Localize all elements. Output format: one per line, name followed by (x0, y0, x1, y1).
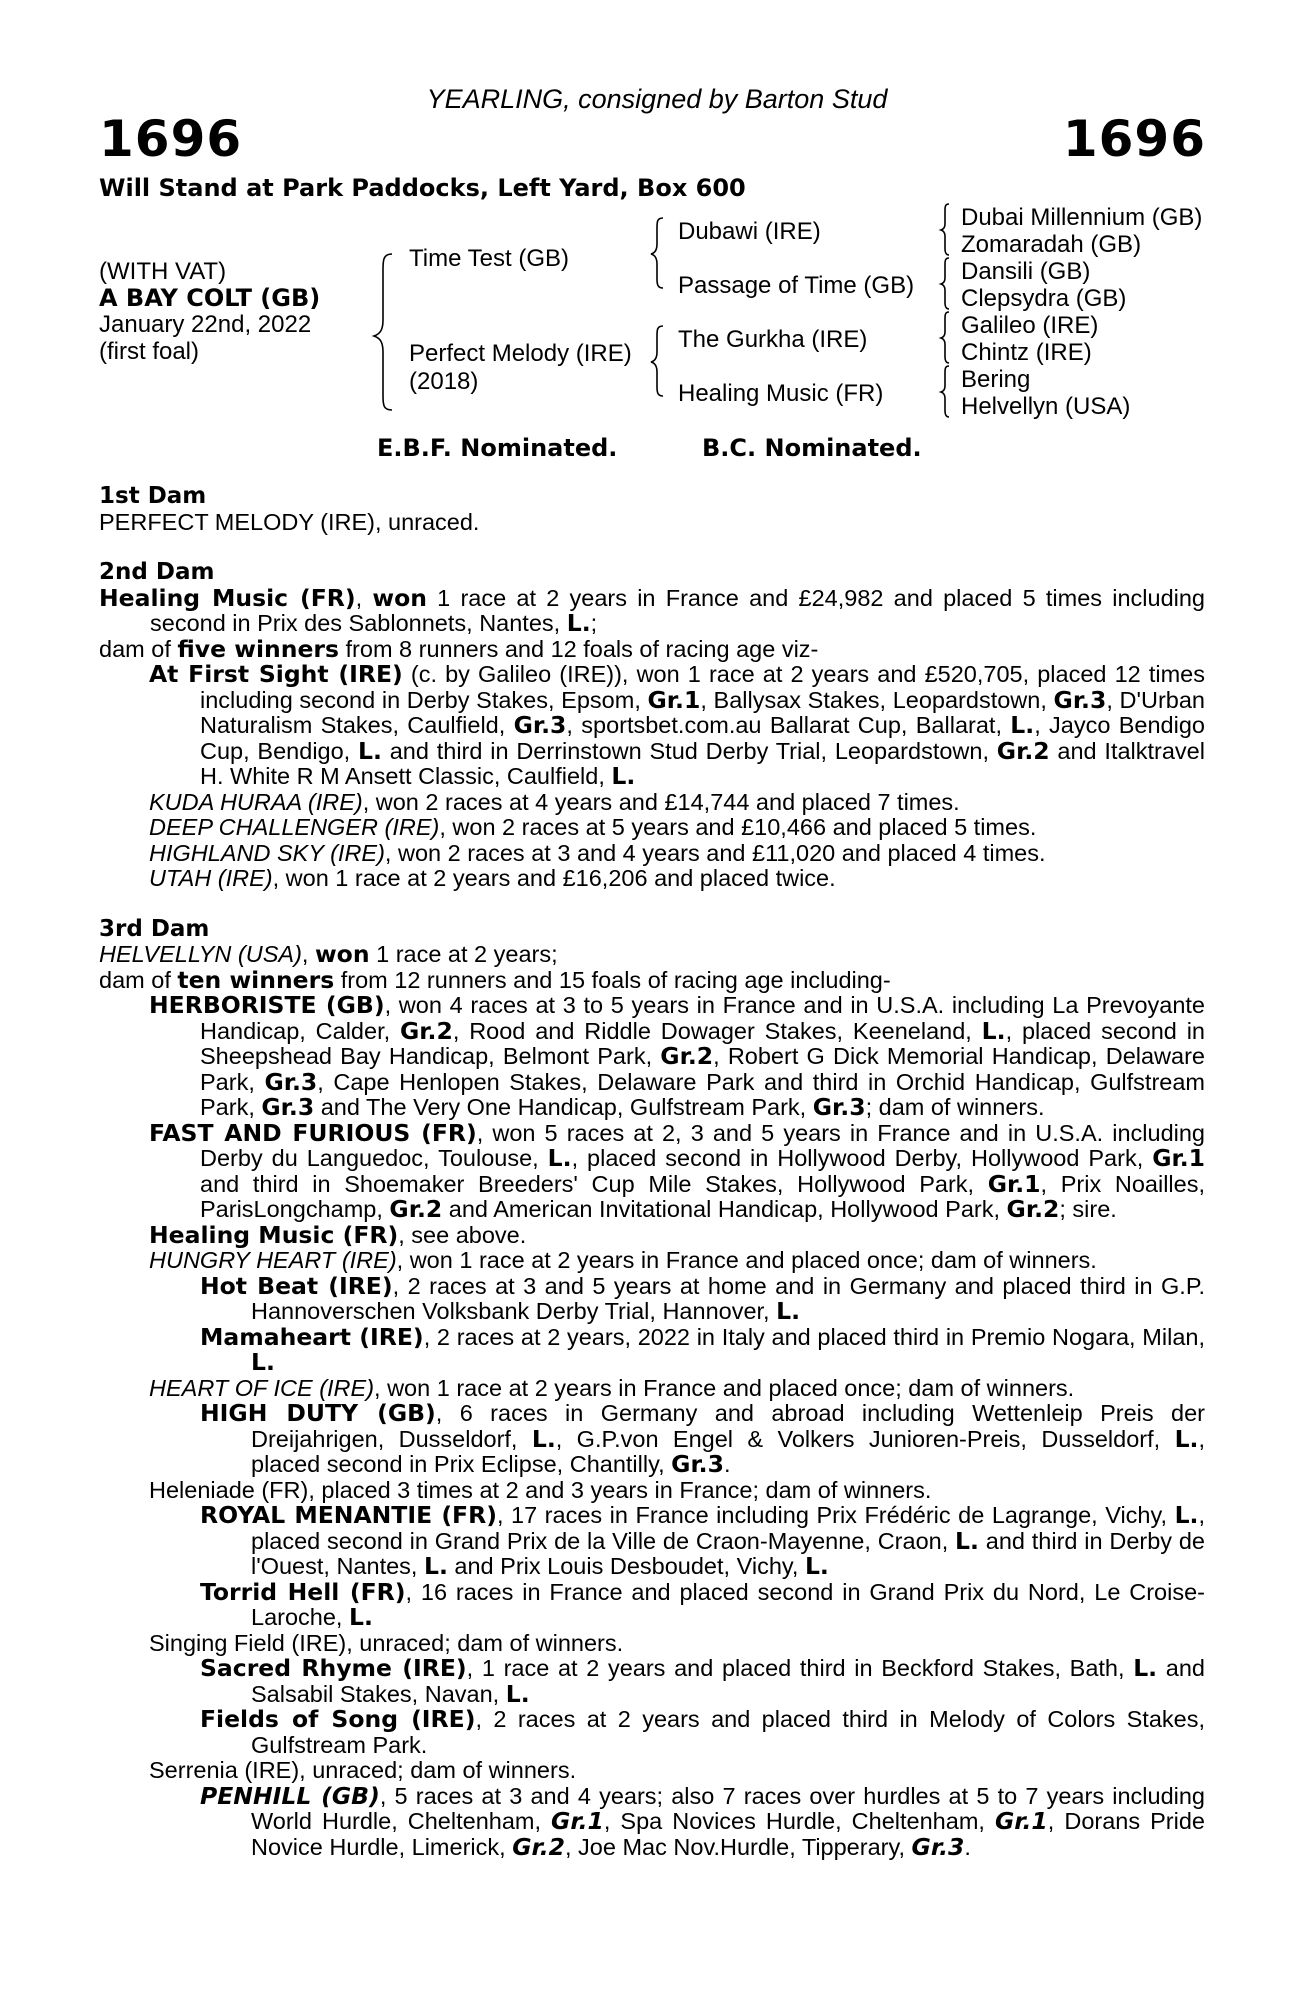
produce-royal-menantie: ROYAL MENANTIE (FR), 17 races in France including Prix Frédéric de Lagrange, Vichy, L., placed second in Grand Prix de la Ville de Craon-Mayenne, Craon, L. and third in Derby de l'Ouest, Nantes, L. and Prix Louis Desboudet, Vichy, L. (200, 1501, 1205, 1580)
sire-bracket (651, 218, 663, 288)
produce-heart-of-ice: HEART OF ICE (IRE), won 1 race at 2 years in France and placed once; dam of winners. (149, 1374, 1075, 1401)
ped-ddd: Helvellyn (USA) (961, 393, 1131, 420)
produce-hot-beat: Hot Beat (IRE), 2 races at 3 and 5 years at home and in Germany and placed third in G.P. Hannoverschen Volksbank Derby Trial, Hannover, L. (200, 1271, 1205, 1325)
produce-at-first-sight: At First Sight (IRE) (c. by Galileo (IRE)), won 1 race at 2 years and £520,705, placed 12 times including second in Derby Stakes, Epsom, Gr.1, Ballysax Stakes, Leopardstown, Gr.3, D'Urban Naturalism Stakes, Caulfield, Gr.3, sportsbet.com.au Ballarat Cup, Ballarat, L., Jayco Bendigo Cup, Bendigo, L. and third in Derrinstown Stud Derby Trial, Leopardstown, Gr.2 and Italktravel H. White R M Ansett Classic, Caulfield, L. (149, 660, 1205, 790)
ped-dds: Bering (961, 366, 1031, 393)
ped-sss: Dubai Millennium (GB) (961, 204, 1203, 231)
produce-fields-of-song: Fields of Song (IRE), 2 races at 2 years and placed third in Melody of Colors Stakes, Gulfstream Park. (200, 1705, 1205, 1758)
produce-serrenia: Serrenia (IRE), unraced; dam of winners. (149, 1757, 577, 1783)
produce-utah: UTAH (IRE), won 1 race at 2 years and £16,206 and placed twice. (149, 865, 836, 891)
produce-mamaheart: Mamaheart (IRE), 2 races at 2 years, 2022 in Italy and placed third in Premio Nogara, Milan, L. (200, 1322, 1205, 1376)
lot-number-right: 1696 (1062, 110, 1206, 168)
produce-penhill: PENHILL (GB), 5 races at 3 and 4 years; also 7 races over hurdles at 5 to 7 years including World Hurdle, Cheltenham, Gr.1, Spa Novices Hurdle, Cheltenham, Gr.1, Dorans Pride Novice Hurdle, Limerick, Gr.2, Joe Mac Nov.Hurdle, Tipperary, Gr.3. (200, 1781, 1206, 1861)
vat-note: (WITH VAT) (99, 258, 227, 285)
stand-location: Will Stand at Park Paddocks, Left Yard, Box 600 (99, 174, 746, 202)
bracket-dd (941, 366, 949, 417)
dam-sire: The Gurkha (IRE) (678, 326, 868, 353)
produce-deep-challenger: DEEP CHALLENGER (IRE), won 2 races at 5 years and £10,466 and placed 5 times. (149, 814, 1037, 840)
second-dam-produce-summary: dam of five winners from 8 runners and 12 foals of racing age viz- (99, 634, 819, 663)
lot-number-left: 1696 (99, 110, 243, 168)
bracket-sd (941, 258, 949, 309)
produce-healing-music: Healing Music (FR), see above. (149, 1220, 527, 1249)
bracket-ss (941, 204, 949, 255)
third-dam-heading: 3rd Dam (99, 915, 210, 942)
third-dam-produce-summary: dam of ten winners from 12 runners and 15 foals of racing age including- (99, 965, 891, 994)
dam-name: Perfect Melody (IRE) (409, 340, 632, 367)
ped-sdd: Clepsydra (GB) (961, 285, 1127, 312)
date-of-birth: January 22nd, 2022 (99, 311, 312, 338)
horse-name: A BAY COLT (GB) (99, 284, 321, 312)
sire-dam: Passage of Time (GB) (678, 272, 915, 299)
ped-ssd: Zomaradah (GB) (961, 231, 1142, 258)
bc-nominated: B.C. Nominated. (702, 434, 922, 462)
produce-singing-field: Singing Field (IRE), unraced; dam of winners. (149, 1629, 624, 1656)
first-dam-text: PERFECT MELODY (IRE), unraced. (99, 508, 480, 535)
first-dam-heading: 1st Dam (99, 483, 207, 509)
produce-kuda-huraa: KUDA HURAA (IRE), won 2 races at 4 years and £14,744 and placed 7 times. (149, 788, 960, 815)
bracket-ds (941, 312, 949, 363)
catalogue-body (99, 484, 1205, 1860)
produce-heleniade: Heleniade (FR), placed 3 times at 2 and 3 years in France; dam of winners. (149, 1476, 932, 1503)
produce-herboriste: HERBORISTE (GB), won 4 races at 3 to 5 years in France and in U.S.A. including La Prevoyante Handicap, Calder, Gr.2, Rood and Riddle Dowager Stakes, Keeneland, L., placed second in Sheepshead Bay Handicap, Belmont Park, Gr.2, Robert G Dick Memorial Handicap, Delaware Park, Gr.3, Cape Henlopen Stakes, Delaware Park and third in Orchid Handicap, Gulfstream Park, Gr.3 and The Very One Handicap, Gulfstream Park, Gr.3; dam of winners. (149, 991, 1205, 1121)
ped-sds: Dansili (GB) (961, 258, 1091, 285)
second-dam-heading: 2nd Dam (99, 559, 215, 585)
produce-fast-and-furious: FAST AND FURIOUS (FR), won 5 races at 2, 3 and 5 years in France and in U.S.A. including Derby du Languedoc, Toulouse, L., placed second in Hollywood Derby, Hollywood Park, Gr.1 and third in Shoemaker Breeders' Cup Mile Stakes, Hollywood Park, Gr.1, Prix Noailles, ParisLongchamp, Gr.2 and American Invitational Handicap, Hollywood Park, Gr.2; sire. (149, 1118, 1206, 1223)
dam-dam: Healing Music (FR) (678, 380, 884, 407)
sire-sire: Dubawi (IRE) (678, 218, 821, 245)
produce-hungry-heart: HUNGRY HEART (IRE), won 1 race at 2 years in France and placed once; dam of winners. (149, 1247, 1097, 1273)
produce-torrid-hell: Torrid Hell (FR), 16 races in France and placed second in Grand Prix du Nord, Le Croise-Laroche, L. (200, 1577, 1205, 1631)
foal-note: (first foal) (99, 338, 200, 365)
consignment-line: YEARLING, consigned by Barton Stud (426, 84, 888, 114)
sire-name: Time Test (GB) (409, 245, 570, 272)
main-bracket (374, 254, 392, 410)
produce-highland-sky: HIGHLAND SKY (IRE), won 2 races at 3 and 4 years and £11,020 and placed 4 times. (149, 839, 1046, 866)
produce-high-duty: HIGH DUTY (GB), 6 races in Germany and abroad including Wettenleip Preis der Dreijahrigen, Dusseldorf, L., G.P.von Engel & Volkers Junioren-Preis, Dusseldorf, L., placed second in Prix Eclipse, Chantilly, Gr.3. (200, 1399, 1205, 1478)
ped-dsd: Chintz (IRE) (961, 339, 1092, 366)
produce-sacred-rhyme: Sacred Rhyme (IRE), 1 race at 2 years and placed third in Beckford Stakes, Bath, L. and Salsabil Stakes, Navan, L. (200, 1654, 1205, 1708)
dam-year: (2018) (409, 368, 479, 395)
dam-bracket (651, 326, 663, 396)
ped-dss: Galileo (IRE) (961, 312, 1099, 339)
third-dam-entry: HELVELLYN (USA), won 1 race at 2 years; (99, 940, 558, 968)
second-dam-entry: Healing Music (FR), won 1 race at 2 years in France and £24,982 and placed 5 times including second in Prix des Sablonnets, Nantes, L.; (99, 583, 1205, 637)
ebf-nominated: E.B.F. Nominated. (377, 434, 618, 462)
